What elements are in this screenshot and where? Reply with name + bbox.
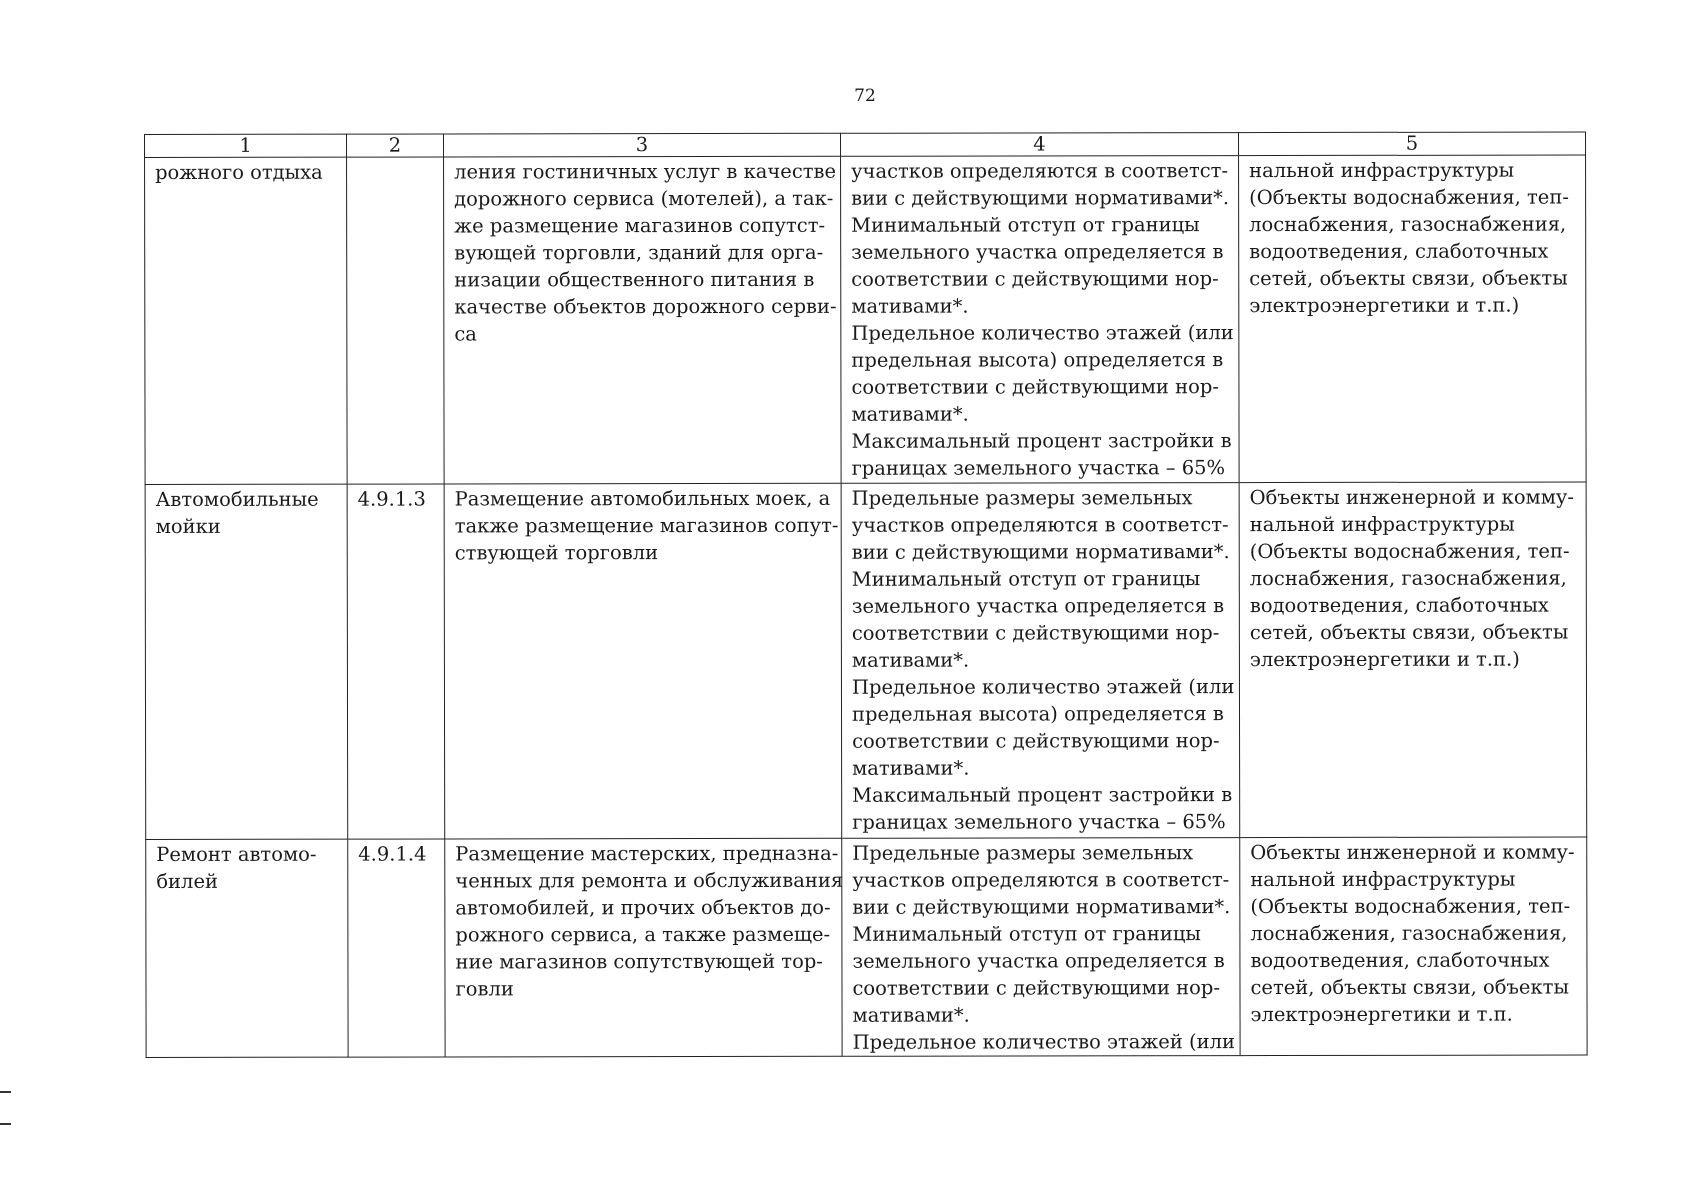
text-line: участков определяются в соответст- <box>851 513 1229 537</box>
text-line: лоснабжения, газоснабжения, <box>1250 921 1568 946</box>
text-line: вующей торговли, зданий для орга- <box>454 240 824 265</box>
text-line: са <box>454 322 477 346</box>
text-line: нальной инфраструктуры <box>1249 512 1515 537</box>
text-line: Размещение автомобильных моек, а <box>454 486 831 511</box>
text-line: качестве объектов дорожного серви- <box>454 294 837 319</box>
text-line: (Объекты водоснабжения, теп- <box>1249 185 1569 210</box>
text-line: участков определяются в соответст- <box>851 159 1229 183</box>
use-code-cell <box>347 484 445 839</box>
header-row <box>145 132 1586 158</box>
text-line: мативами*. <box>852 756 970 780</box>
text-line: соответствии с действующими нор- <box>852 729 1220 753</box>
text-line: границах земельного участка – 65% <box>852 810 1226 834</box>
text-line: предельная высота) определяется в <box>851 702 1224 726</box>
text-line: (Объекты водоснабжения, теп- <box>1250 894 1571 919</box>
text-line: говли <box>455 977 514 1001</box>
text-line: Предельные размеры земельных <box>851 486 1193 510</box>
text-line: соответствии с действующими нор- <box>852 976 1220 1000</box>
auxiliary-uses-cell <box>1239 482 1587 838</box>
parameters-cell <box>841 156 1240 484</box>
text-line: водоотведения, слаботочных <box>1250 948 1550 973</box>
text-line: водоотведения, слаботочных <box>1249 239 1549 264</box>
auxiliary-uses-cell <box>1239 155 1587 483</box>
column-header: 5 <box>1238 132 1585 156</box>
use-code-cell <box>347 157 445 484</box>
margin-mark <box>0 1091 11 1093</box>
text-line: Ремонт автомо- <box>156 842 317 866</box>
text-line: предельная высота) определяется в <box>851 348 1224 372</box>
text-line: нальной инфраструктуры <box>1250 867 1516 892</box>
text-line: земельного участка определяется в <box>851 240 1224 264</box>
text-line: Объекты инженерной и комму- <box>1249 485 1574 510</box>
text-line: соответствии с действующими нор- <box>851 621 1220 645</box>
text-line: границах земельного участка – 65% <box>851 456 1226 480</box>
text-line: 4.9.1.4 <box>358 842 427 866</box>
text-line: ченных для ремонта и обслуживания <box>455 868 844 893</box>
column-header: 1 <box>145 134 347 157</box>
text-line: вии с действующими нормативами*. <box>852 895 1231 919</box>
text-line: электроэнергетики и т.п. <box>1250 1002 1513 1027</box>
text-line: лоснабжения, газоснабжения, <box>1249 566 1567 591</box>
text-line: нальной инфраструктуры <box>1249 158 1515 183</box>
text-line: Минимальный отступ от границы <box>852 922 1201 946</box>
column-header: 4 <box>840 133 1238 157</box>
column-header: 2 <box>347 134 444 157</box>
text-line: Предельное количество этажей (или <box>851 321 1234 345</box>
auxiliary-uses-cell <box>1240 837 1587 1056</box>
text-line: ления гостиничных услуг в качестве <box>454 159 837 184</box>
text-line: мативами*. <box>851 294 969 318</box>
text-line: мативами*. <box>852 1003 970 1027</box>
text-line: Максимальный процент застройки в <box>851 429 1232 453</box>
use-description-cell <box>444 483 842 839</box>
text-line: Предельное количество этажей (или <box>851 675 1235 699</box>
use-name-cell <box>145 484 348 839</box>
text-line: мативами*. <box>851 648 970 672</box>
table-row <box>145 482 1587 840</box>
text-line: сетей, объекты связи, объекты <box>1249 620 1569 645</box>
text-line: дорожного сервиса (мотелей), а так- <box>454 186 834 211</box>
text-line: Предельное количество этажей (или <box>852 1030 1236 1054</box>
use-description-cell <box>445 838 842 1057</box>
text-line: соответствии с действующими нор- <box>851 375 1219 399</box>
column-header: 3 <box>444 133 841 157</box>
margin-mark <box>0 1123 11 1125</box>
text-line: рожного сервиса, а также размеще- <box>455 922 831 947</box>
text-line: земельного участка определяется в <box>852 949 1225 973</box>
text-line: билей <box>156 869 218 893</box>
text-line: 4.9.1.3 <box>357 487 426 511</box>
land-use-table <box>144 131 1588 1058</box>
page-number: 72 <box>854 86 876 106</box>
text-line: Минимальный отступ от границы <box>851 213 1200 237</box>
text-line: вии с действующими нормативами*. <box>851 186 1230 210</box>
table-row <box>145 155 1587 485</box>
text-line: автомобилей, и прочих объектов до- <box>455 895 831 920</box>
table-row <box>146 837 1587 1058</box>
text-line: мойки <box>155 514 221 538</box>
text-line: земельного участка определяется в <box>851 594 1225 618</box>
text-line: Объекты инженерной и комму- <box>1250 840 1575 865</box>
text-line: вии с действующими нормативами*. <box>851 540 1230 564</box>
parameters-cell <box>842 838 1240 1057</box>
use-description-cell <box>444 156 842 484</box>
text-line: электроэнергетики и т.п.) <box>1249 647 1520 672</box>
text-line: сетей, объекты связи, объекты <box>1250 975 1569 1000</box>
text-line: сетей, объекты связи, объекты <box>1249 266 1568 291</box>
use-name-cell <box>146 839 348 1057</box>
text-line: также размещение магазинов сопут- <box>454 513 839 538</box>
use-code-cell <box>348 839 445 1057</box>
text-line: электроэнергетики и т.п.) <box>1249 293 1520 318</box>
text-line: (Объекты водоснабжения, теп- <box>1249 539 1570 564</box>
text-line: участков определяются в соответст- <box>852 868 1230 892</box>
text-line: Размещение мастерских, предназна- <box>455 841 839 866</box>
text-line: соответствии с действующими нор- <box>851 267 1219 291</box>
text-line: водоотведения, слаботочных <box>1249 593 1549 618</box>
text-line: же размещение магазинов сопутст- <box>454 213 826 238</box>
text-line: Предельные размеры земельных <box>852 841 1194 865</box>
text-line: рожного отдыха <box>155 160 323 184</box>
text-line: Максимальный процент застройки в <box>852 783 1233 807</box>
text-line: ние магазинов сопутствующей тор- <box>455 949 823 974</box>
text-line: низации общественного питания в <box>454 267 815 292</box>
text-line: Автомобильные <box>155 487 319 511</box>
text-line: Минимальный отступ от границы <box>851 567 1201 591</box>
text-line: лоснабжения, газоснабжения, <box>1249 212 1567 237</box>
use-name-cell <box>145 157 348 484</box>
text-line: ствующей торговли <box>454 541 659 565</box>
text-line: мативами*. <box>851 402 969 426</box>
parameters-cell <box>841 483 1240 839</box>
